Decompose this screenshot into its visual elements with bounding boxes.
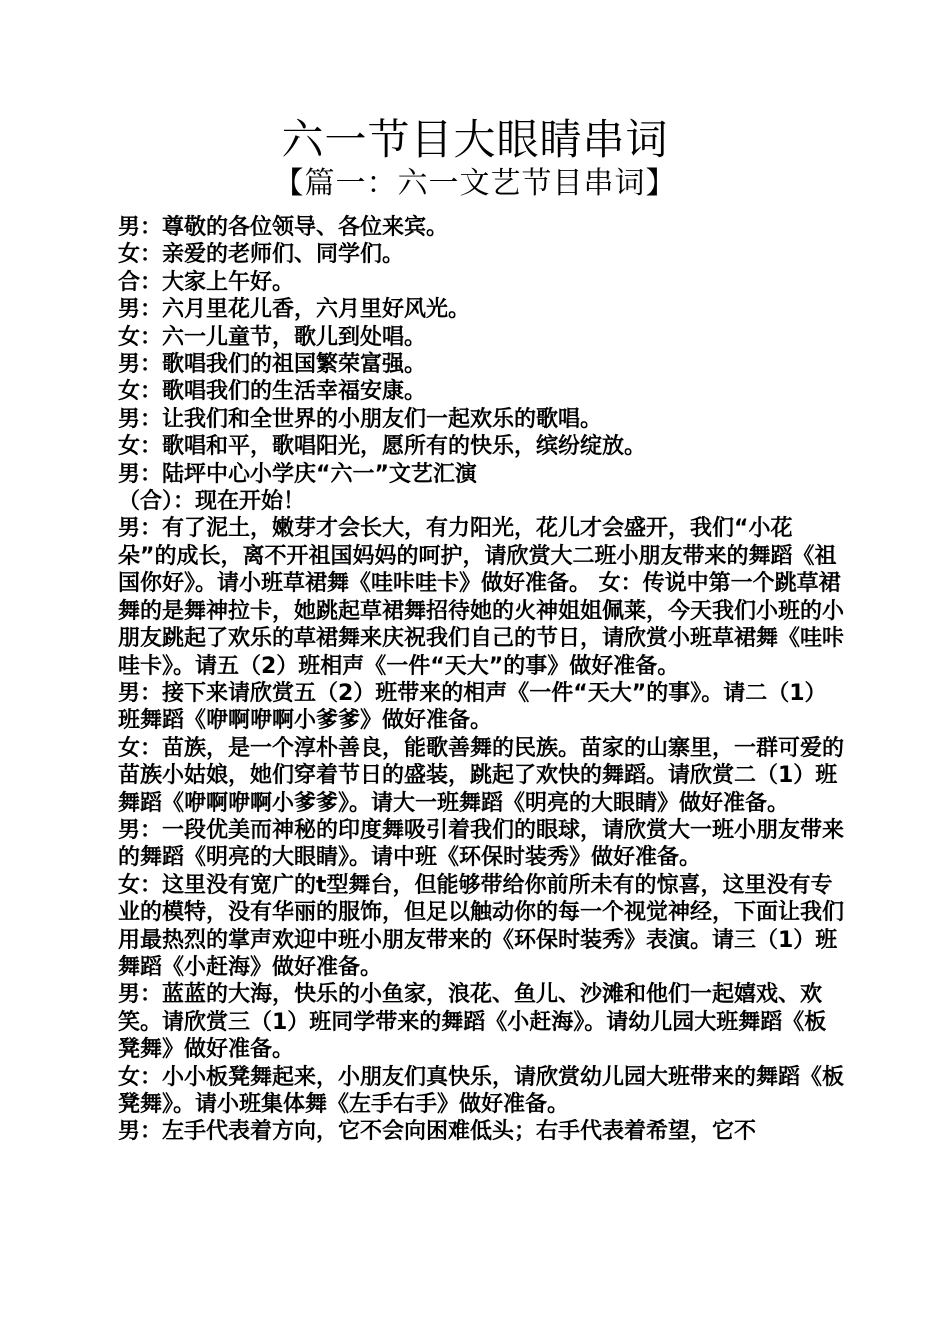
paragraph: 女：歌唱和平，歌唱阳光，愿所有的快乐，缤纷绽放。 (118, 434, 647, 460)
paragraph: 女：亲爱的老师们、同学们。 (118, 242, 405, 268)
paragraph: 男：尊敬的各位领导、各位来宾。 (118, 215, 449, 240)
paragraph: 女：这里没有宽广的t型舞台，但能够带给你前所未有的惊喜，这里没有专业的模特，没有华丽的服饰，但足以触动你的每一个视觉神经，下面让我们用最热烈的掌声欢迎中班小朋友带来的《环保时装秀》表演。请三（1）班舞蹈《小赶海》做好准备。 (118, 872, 845, 980)
paragraph: 男：六月里花儿香，六月里好风光。 (118, 297, 471, 323)
document-body (118, 214, 846, 1146)
paragraph: 男：有了泥土，嫩芽才会长大，有力阳光，花儿才会盛开，我们“小花朵”的成长，离不开祖国妈妈的呵护，请欣赏大二班小朋友带来的舞蹈《祖国你好》。请小班草裙舞《哇咔哇卡》做好准备。 女：传说中第一个跳草裙舞的是舞神拉卡，她跳起草裙舞招待她的火神姐姐佩莱，今天我们小班的小朋友跳起了欢乐的草裙舞来庆祝我们自己的节日，请欣赏小班草裙舞《哇咔哇卡》。请五（2）班相声《一件“天大”的事》做好准备。 (118, 516, 845, 679)
paragraph: 男：让我们和全世界的小朋友们一起欢乐的歌唱。 (118, 406, 603, 432)
paragraph: 男：蓝蓝的大海，快乐的小鱼家，浪花、鱼儿、沙滩和他们一起嬉戏、欢笑。请欣赏三（1）班同学带来的舞蹈《小赶海》。请幼儿园大班舞蹈《板凳舞》做好准备。 (118, 982, 827, 1063)
paragraph: 男：接下来请欣赏五（2）班带来的相声《一件“天大”的事》。请二（1）班舞蹈《咿啊咿啊小爹爹》做好准备。 (118, 680, 827, 734)
paragraph: （合）：现在开始！ (118, 489, 306, 515)
paragraph: 女：六一儿童节，歌儿到处唱。 (118, 324, 427, 350)
paragraph: 女：苗族，是一个淳朴善良，能歌善舞的民族。苗家的山寨里，一群可爱的苗族小姑娘，她们穿着节日的盛装，跳起了欢快的舞蹈。请欣赏二（1）班舞蹈《咿啊咿啊小爹爹》。请大一班舞蹈《明亮的大眼睛》做好准备。 (118, 735, 845, 816)
paragraph: 男：陆坪中心小学庆“六一”文艺汇演 (118, 461, 477, 487)
paragraph: 合：大家上午好。 (118, 269, 295, 295)
paragraph: 男：左手代表着方向，它不会向困难低头；右手代表着希望，它不 (118, 1119, 757, 1145)
document-title: 六一节目大眼睛串词 (281, 115, 669, 164)
document-subtitle: 【篇一：六一文艺节目串词】 (273, 166, 677, 201)
paragraph: 男：一段优美而神秘的印度舞吸引着我们的眼球，请欣赏大一班小朋友带来的舞蹈《明亮的大眼睛》。请中班《环保时装秀》做好准备。 (118, 817, 845, 871)
paragraph: 女：小小板凳舞起来，小朋友们真快乐，请欣赏幼儿园大班带来的舞蹈《板凳舞》。请小班集体舞《左手右手》做好准备。 (118, 1064, 845, 1117)
paragraph: 女：歌唱我们的生活幸福安康。 (118, 379, 427, 405)
paragraph: 男：歌唱我们的祖国繁荣富强。 (118, 352, 427, 378)
